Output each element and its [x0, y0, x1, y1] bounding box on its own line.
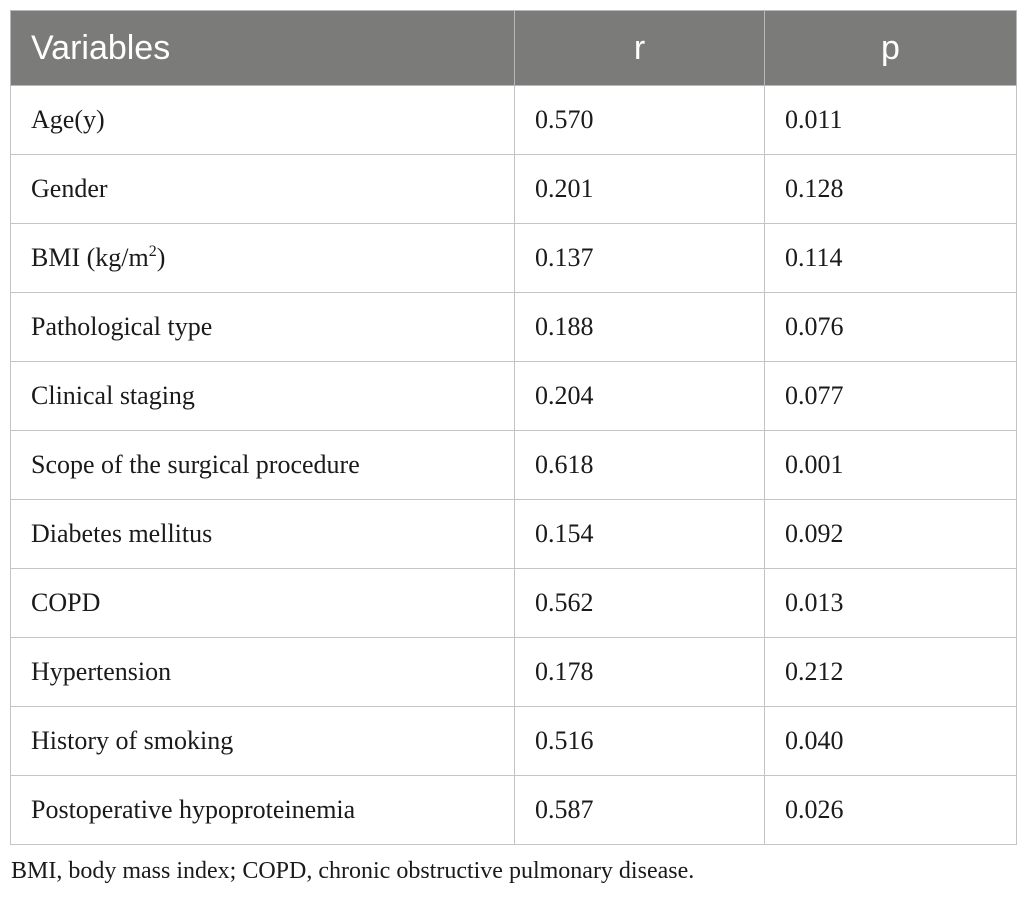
variable-cell: Gender [11, 155, 515, 224]
superscript: 2 [148, 243, 157, 260]
table-row [11, 638, 1017, 707]
header-p: p [765, 11, 1017, 86]
p-cell: 0.077 [765, 362, 1017, 431]
variable-cell: Hypertension [11, 638, 515, 707]
p-cell: 0.040 [765, 707, 1017, 776]
p-cell: 0.128 [765, 155, 1017, 224]
header-row [11, 11, 1017, 86]
correlation-table [10, 10, 1017, 845]
r-cell: 0.562 [515, 569, 765, 638]
variable-cell [11, 224, 515, 293]
table-row [11, 776, 1017, 845]
table-row [11, 224, 1017, 293]
variable-cell: Clinical staging [11, 362, 515, 431]
p-cell: 0.011 [765, 86, 1017, 155]
table-header [11, 11, 1017, 86]
table-row [11, 155, 1017, 224]
p-cell: 0.076 [765, 293, 1017, 362]
r-cell: 0.178 [515, 638, 765, 707]
p-cell: 0.026 [765, 776, 1017, 845]
p-cell: 0.092 [765, 500, 1017, 569]
table-row [11, 362, 1017, 431]
r-cell: 0.154 [515, 500, 765, 569]
header-variables: Variables [11, 11, 515, 86]
variable-cell: COPD [11, 569, 515, 638]
r-cell: 0.188 [515, 293, 765, 362]
r-cell: 0.587 [515, 776, 765, 845]
variable-cell: Scope of the surgical procedure [11, 431, 515, 500]
p-cell: 0.114 [765, 224, 1017, 293]
table-row [11, 293, 1017, 362]
r-cell: 0.618 [515, 431, 765, 500]
r-cell: 0.570 [515, 86, 765, 155]
variable-cell: History of smoking [11, 707, 515, 776]
r-cell: 0.204 [515, 362, 765, 431]
table-row [11, 86, 1017, 155]
table-row [11, 569, 1017, 638]
variable-cell: Pathological type [11, 293, 515, 362]
table-row [11, 500, 1017, 569]
r-cell: 0.201 [515, 155, 765, 224]
header-r: r [515, 11, 765, 86]
r-cell: 0.516 [515, 707, 765, 776]
p-cell: 0.013 [765, 569, 1017, 638]
variable-cell: Age(y) [11, 86, 515, 155]
p-cell: 0.001 [765, 431, 1017, 500]
correlation-table-container [10, 10, 1016, 845]
variable-cell: Postoperative hypoproteinemia [11, 776, 515, 845]
r-cell: 0.137 [515, 224, 765, 293]
p-cell: 0.212 [765, 638, 1017, 707]
variable-cell: Diabetes mellitus [11, 500, 515, 569]
variable-suffix: ) [156, 243, 166, 272]
table-row [11, 431, 1017, 500]
table-row [11, 707, 1017, 776]
table-body [11, 86, 1017, 845]
table-footnote: BMI, body mass index; COPD, chronic obstructive pulmonary disease. [11, 858, 695, 884]
variable-text: BMI (kg/m [31, 243, 149, 272]
